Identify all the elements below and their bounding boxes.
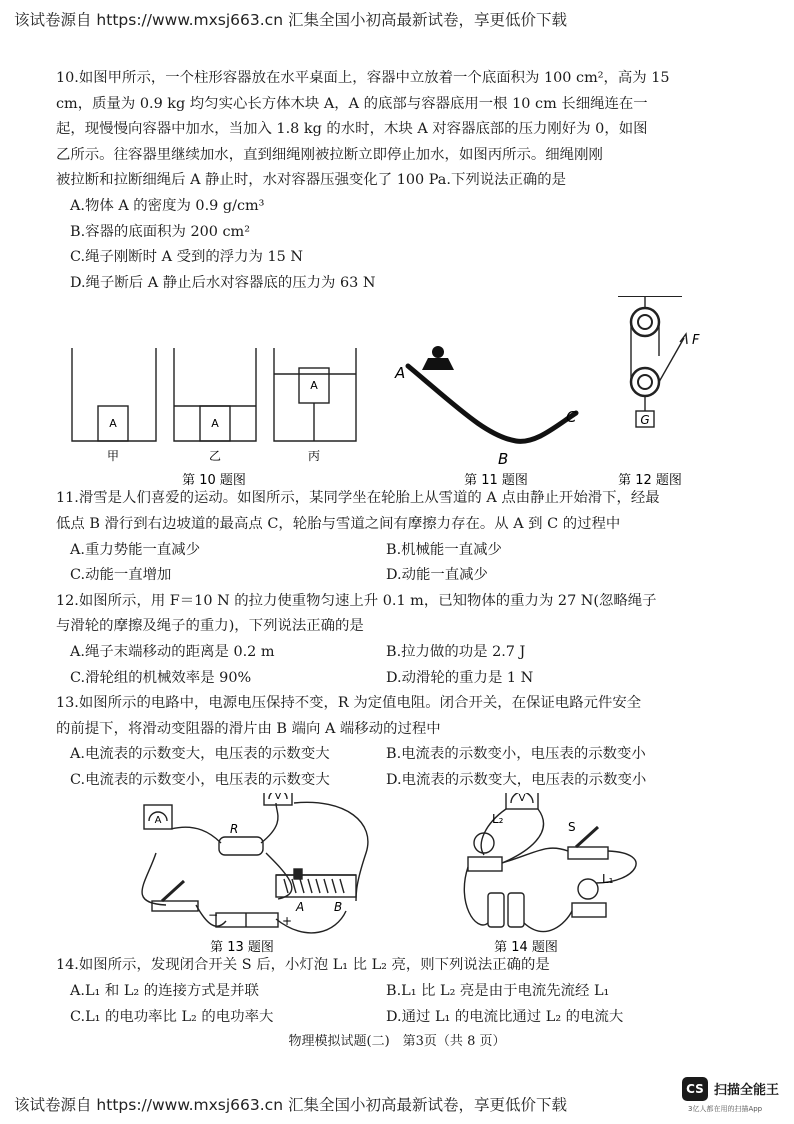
q13-option-a: A.电流表的示数变大，电压表的示数变大 — [70, 746, 330, 763]
q13-stem-line: 13.如图所示的电路中，电源电压保持不变，R 为定值电阻。闭合开关，在保证电路元件安全 — [56, 695, 642, 712]
c13-voltmeter-label: V — [274, 793, 282, 803]
q11-option-b: B.机械能一直减少 — [386, 541, 502, 558]
exam-content — [56, 66, 746, 1030]
q14-stem-line: 14.如图所示，发现闭合开关 S 后，小灯泡 L₁ 比 L₂ 亮，则下列说法正确的是 — [56, 957, 550, 974]
q13-options-row — [56, 742, 746, 768]
top-source-banner: 该试卷源自 https://www.mxsj663.cn 汇集全国小初高最新试卷，享更低价下载 — [14, 11, 567, 29]
ski-point-c: C — [566, 408, 577, 427]
c13-battery-minus: − — [208, 908, 219, 923]
pulley-system — [616, 296, 687, 427]
q11-option-c: C.动能一直增加 — [70, 567, 172, 584]
figures-row-2 — [56, 793, 746, 953]
c14-lamp-l1-label: L₁ — [602, 872, 614, 887]
scanner-logo-tagline: 3亿人都在用的扫描App — [688, 1105, 763, 1113]
q10-option-a: A.物体 A 的密度为 0.9 g/cm³ — [70, 197, 265, 214]
fig14-caption: 第 14 题图 — [494, 940, 558, 954]
c13-rheostat-end-b: B — [334, 900, 343, 915]
page-footer: 物理模拟试题(二) 第3页（共 8 页） — [288, 1034, 506, 1049]
figures-row-1 — [56, 296, 746, 486]
c14-switch-label: S — [568, 820, 576, 835]
q13-option-d: D.电流表的示数变大，电压表的示数变小 — [386, 771, 647, 788]
q10-stem-line: 起，现慢慢向容器中加水，当加入 1.8 kg 的水时，木块 A 对容器底部的压力刚好为 0，如图 — [56, 121, 648, 138]
block-a-label-jia: A — [109, 417, 117, 431]
c13-resistor-label: R — [230, 822, 239, 837]
block-a-label-yi: A — [211, 417, 219, 431]
pulley-force-label: F — [692, 333, 700, 349]
scanner-logo-name: 扫描全能王 — [714, 1083, 780, 1098]
q13-option-c: C.电流表的示数变小，电压表的示数变大 — [70, 771, 330, 788]
container-label-yi: 乙 — [208, 449, 222, 464]
question-12 — [56, 589, 746, 691]
q14-option-b: B.L₁ 比 L₂ 亮是由于电流先流经 L₁ — [386, 983, 610, 1000]
figures-row-1-drawing — [56, 296, 756, 486]
skier-head-icon — [432, 346, 444, 358]
q14-options-row — [56, 979, 746, 1005]
q11-stem-line: 低点 B 滑行到右边坡道的最高点 C，轮胎与雪道之间有摩擦力存在。从 A 到 C 的过程中 — [56, 515, 621, 532]
ski-point-b: B — [498, 450, 509, 469]
question-14 — [56, 953, 746, 1030]
q13-options-row — [56, 768, 746, 794]
q10-stem-line: 被拉断和拉断细绳后 A 静止时，水对容器压强变化了 100 Pa.下列说法正确的是 — [56, 172, 567, 189]
q10-option-b: B.容器的底面积为 200 cm² — [70, 223, 250, 240]
q12-stem-line: 与滑轮的摩擦及绳子的重力)，下列说法正确的是 — [56, 618, 364, 635]
fig11-caption: 第 11 题图 — [464, 473, 528, 487]
container-label-jia: 甲 — [106, 449, 120, 464]
fig10-caption: 第 10 题图 — [182, 473, 246, 487]
container-bing — [274, 348, 356, 441]
q12-option-b: B.拉力做的功是 2.7 J — [386, 643, 526, 660]
pulley-weight-label: G — [640, 413, 650, 428]
c14-voltmeter-label: V — [518, 793, 526, 805]
q14-option-a: A.L₁ 和 L₂ 的连接方式是并联 — [70, 983, 259, 1000]
q11-option-d: D.动能一直减少 — [386, 567, 488, 584]
container-label-bing: 丙 — [307, 449, 321, 464]
c14-lamp-l2-label: L₂ — [492, 812, 504, 827]
q14-option-d: D.通过 L₁ 的电流比通过 L₂ 的电流大 — [386, 1008, 624, 1025]
fig13-caption: 第 13 题图 — [210, 940, 274, 954]
scanner-watermark — [682, 1077, 788, 1111]
q11-options-row — [56, 563, 746, 589]
q10-stem-line: cm，质量为 0.9 kg 均匀实心长方体木块 A，A 的底部与容器底用一根 10 cm 长细绳连在一 — [56, 95, 648, 112]
circuit-14 — [464, 793, 636, 931]
c13-ammeter-label: A — [154, 815, 162, 827]
q11-options-row — [56, 538, 746, 564]
scanner-logo-icon: CS — [682, 1077, 708, 1101]
q12-options-row — [56, 640, 746, 666]
q10-stem-line: 10.如图甲所示，一个柱形容器放在水平桌面上，容器中立放着一个底面积为 100 cm²，高为 15 — [56, 70, 670, 86]
figures-row-2-drawing — [56, 793, 756, 953]
ski-point-a: A — [395, 364, 406, 383]
q12-option-a: A.绳子末端移动的距离是 0.2 m — [70, 643, 275, 660]
question-13 — [56, 691, 746, 793]
q12-options-row — [56, 666, 746, 692]
question-10 — [56, 66, 746, 296]
block-a-label-bing: A — [310, 379, 318, 393]
fig12-caption: 第 12 题图 — [618, 473, 682, 487]
q11-stem-line: 11.滑雪是人们喜爱的运动。如图所示，某同学坐在轮胎上从雪道的 A 点由静止开始滑下，经最 — [56, 490, 660, 507]
q13-stem-line: 的前提下，将滑动变阻器的滑片由 B 端向 A 端移动的过程中 — [56, 720, 441, 737]
q10-option-c: C.绳子刚断时 A 受到的浮力为 15 N — [70, 249, 303, 266]
q14-option-c: C.L₁ 的电功率比 L₂ 的电功率大 — [70, 1008, 274, 1025]
q14-options-row — [56, 1005, 746, 1031]
q12-option-d: D.动滑轮的重力是 1 N — [386, 669, 534, 686]
q11-option-a: A.重力势能一直减少 — [70, 541, 201, 558]
skier-tube-icon — [422, 358, 454, 370]
q10-option-d: D.绳子断后 A 静止后水对容器底的压力为 63 N — [70, 274, 376, 291]
bottom-source-banner: 该试卷源自 https://www.mxsj663.cn 汇集全国小初高最新试卷，享更低价下载 — [14, 1096, 567, 1114]
q13-option-b: B.电流表的示数变小，电压表的示数变小 — [386, 746, 646, 763]
question-11 — [56, 486, 746, 588]
q12-option-c: C.滑轮组的机械效率是 90% — [70, 669, 252, 686]
c13-battery-plus: + — [282, 914, 293, 929]
ski-slope — [408, 346, 576, 441]
c13-rheostat-end-a: A — [296, 900, 305, 915]
q10-stem-line: 乙所示。往容器里继续加水，直到细绳刚被拉断立即停止加水，如图丙所示。细绳刚刚 — [56, 146, 603, 163]
q12-stem-line: 12.如图所示，用 F＝10 N 的拉力使重物匀速上升 0.1 m，已知物体的重力为 27 N(忽略绳子 — [56, 592, 657, 609]
